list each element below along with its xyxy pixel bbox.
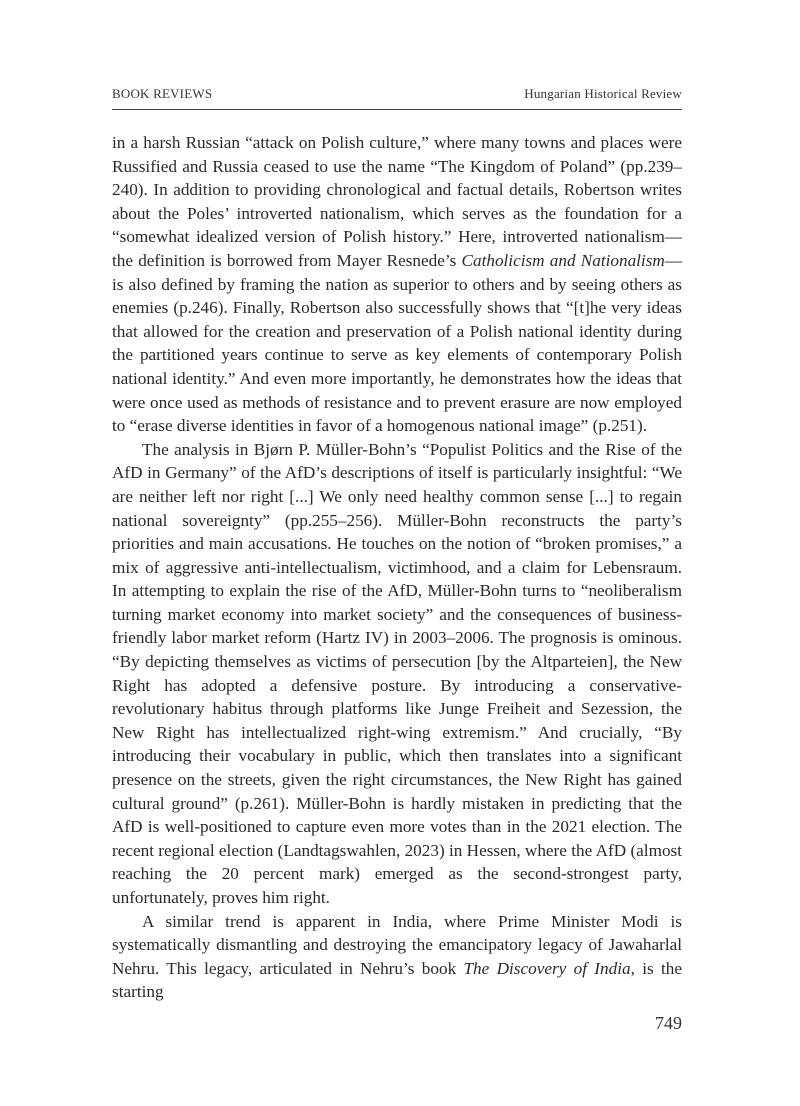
text-segment: in a harsh Russian “attack on Polish culture,” where many towns and places were Russified and Russia ceased to use the name “The Kingdom of Poland” (pp.239–240). In addition to providing chronological and factual details, Robertson writes about the Poles’ introverted nationalism, which serves as the foundation for a “somewhat idealized version of Polish history.” Here, introverted nationalism—the definition is borrowed from Mayer Resnede’s — [112, 133, 682, 270]
header-rule — [112, 109, 682, 110]
paragraph-2 — [112, 438, 682, 910]
section-title: BOOK REVIEWS — [112, 86, 213, 101]
journal-title: Hungarian Historical Review — [524, 86, 682, 101]
text-segment: —is also defined by framing the nation as superior to others and by seeing others as enemies (p.246). Finally, Robertson also successfully shows that “[t]he very ideas that allowed for the creation and preservation of a Polish national identity during the partitioned years continue to serve as key elements of contemporary Polish national identity.” And even more importantly, he demonstrates how the ideas that were once used as methods of resistance and to prevent erasure are now employed to “erase diverse identities in favor of a homogenous national image” (p.251). — [112, 250, 683, 436]
text-segment: A similar trend is apparent in India, where Prime Minister Modi is systematically dismantling and destroying the emancipatory legacy of Jawaharlal Nehru. This legacy, articulated in Nehru’s book — [112, 911, 682, 978]
page-number: 749 — [655, 1013, 682, 1033]
text-segment: The analysis in Bjørn P. Müller-Bohn’s “Populist Politics and the Rise of the AfD in Germany” of the AfD’s descriptions of itself is particularly insightful: “We are neither left nor right [...] We only need healthy common sense [...] to regain national sovereignty” (pp.255–256). Müller-Bohn reconstructs the party’s priorities and main accusations. He touches on the notion of “broken promises,” a mix of aggressive anti-intellectualism, victimhood, and a claim for Lebensraum. In attempting to explain the rise of the AfD, Müller-Bohn turns to “neoliberalism turning market economy into market society” and the consequences of business-friendly labor market reform (Hartz IV) in 2003–2006. The prognosis is ominous. “By depicting themselves as victims of persecution [by the Altparteien], the New Right has adopted a defensive posture. By introducing a conservative-revolutionary habitus through platforms like Junge Freiheit and Sezession, the New Right has intellectualized right-wing extremism.” And crucially, “By introducing their vocabulary in public, which then translates into a significant presence on the streets, given the right circumstances, the New Right has gained cultural ground” (p.261). Müller-Bohn is hardly mistaken in predicting that the AfD is well-positioned to capture even more votes than in the 2021 election. The recent regional election (Landtagswahlen, 2023) in Hessen, where the AfD (almost reaching the 20 percent mark) emerged as the second-strongest party, unfortunately, proves him right. — [112, 439, 682, 907]
running-header — [112, 86, 682, 106]
paragraph-1 — [112, 131, 682, 438]
italic-book-title: The Discovery of India — [463, 958, 631, 978]
paragraph-3 — [112, 910, 682, 1004]
text-segment: , is the starting — [112, 958, 683, 1002]
article-body — [112, 131, 682, 1004]
italic-book-title: Catholicism and Nationalism — [461, 250, 665, 270]
